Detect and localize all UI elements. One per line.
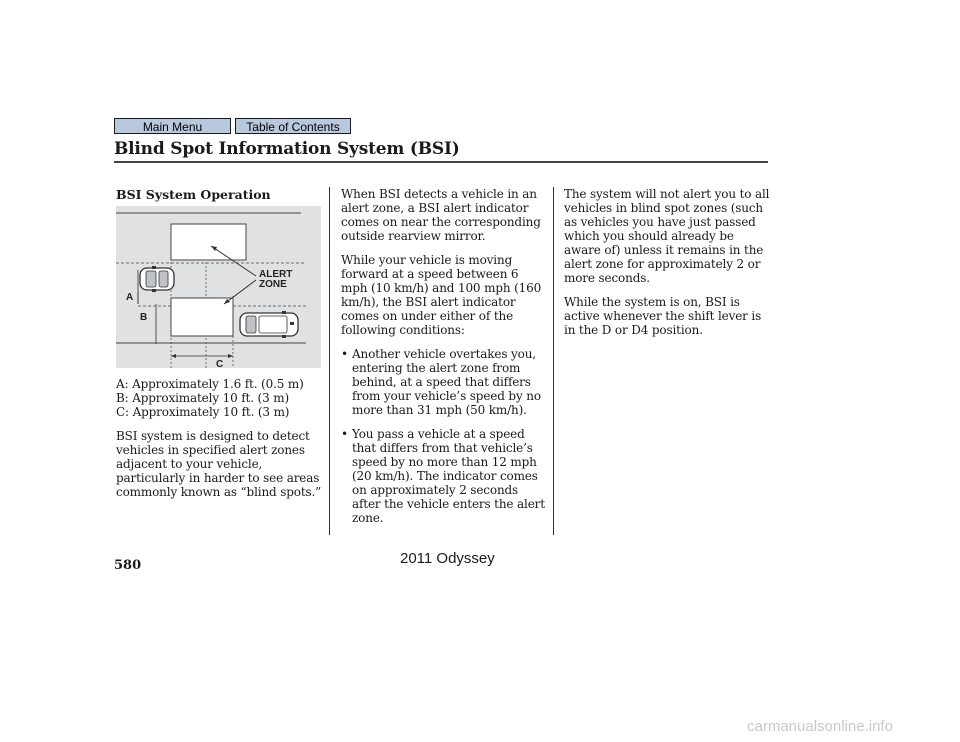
vehicle-own-icon <box>140 266 174 292</box>
bsi-alert-zone-diagram <box>116 206 321 368</box>
detection-paragraph: When BSI detects a vehicle in an alert zone, a BSI alert indicator comes on near the corresponding outside rearview mirror. <box>341 187 541 243</box>
vehicle-other-icon <box>240 311 298 338</box>
dimension-c-text: C: Approximately 10 ft. (3 m) <box>116 405 290 419</box>
column-2 <box>341 187 546 535</box>
column-3 <box>564 187 774 347</box>
bullet-icon: • <box>341 347 348 361</box>
active-condition-paragraph: While the system is on, BSI is active whenever the shift lever is in the D or D4 position. <box>564 295 762 337</box>
limitation-paragraph: The system will not alert you to all vehicles in blind spot zones (such as vehicles you have just passed which you should already be aware of) unless it remains in the alert zone for approximately 2 or more seconds. <box>564 187 770 285</box>
bullet-icon: • <box>341 427 348 441</box>
dimension-label-b: B <box>140 312 148 323</box>
column-divider-2 <box>553 187 554 535</box>
list-item <box>341 427 546 525</box>
alert-zone-label-2: ZONE <box>259 279 287 290</box>
bullet-text: Another vehicle overtakes you, entering the alert zone from behind, at a speed that differs from your vehicle’s speed by no more than 31 mph (50 km/h). <box>352 347 541 417</box>
watermark: carmanualsonline.info <box>747 718 893 735</box>
alert-zone-label: ALERT <box>259 269 293 280</box>
title-divider <box>114 161 768 163</box>
dimension-a-text: A: Approximately 1.6 ft. (0.5 m) <box>116 377 304 391</box>
main-menu-button[interactable]: Main Menu <box>114 118 231 134</box>
list-item <box>341 347 546 417</box>
page-number: 580 <box>114 558 142 573</box>
bullet-text: You pass a vehicle at a speed that differs from that vehicle’s speed by no more than 12 mph (20 km/h). The indicator comes on approximately 2 seconds after the vehicle enters the alert zone. <box>352 427 545 525</box>
model-label: 2011 Odyssey <box>400 550 495 567</box>
dimension-label-c: C <box>216 359 224 368</box>
table-of-contents-button[interactable]: Table of Contents <box>235 118 351 134</box>
speed-conditions-paragraph: While your vehicle is moving forward at a speed between 6 mph (10 km/h) and 100 mph (160 km/h), the BSI alert indicator comes on under either of the following conditions: <box>341 253 542 337</box>
section-heading: BSI System Operation <box>116 187 271 202</box>
dimension-label-a: A <box>126 292 134 303</box>
intro-paragraph: BSI system is designed to detect vehicles in specified alert zones adjacent to your vehicle, particularly in harder to see areas commonly known as “blind spots.” <box>116 429 322 499</box>
page-title: Blind Spot Information System (BSI) <box>114 139 460 159</box>
column-1 <box>116 377 322 509</box>
column-divider-1 <box>329 187 330 535</box>
dimension-b-text: B: Approximately 10 ft. (3 m) <box>116 391 289 405</box>
